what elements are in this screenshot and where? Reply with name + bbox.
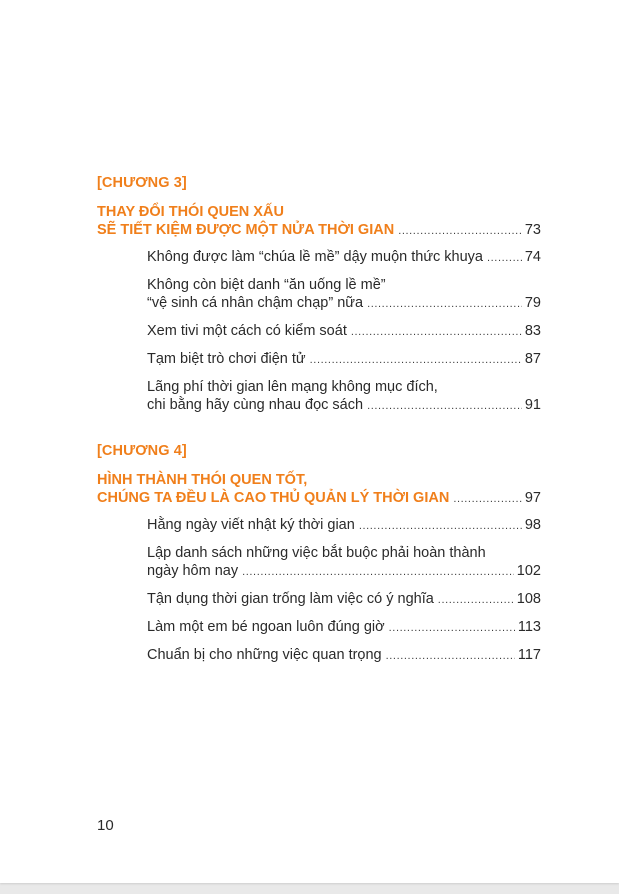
chapter-label: [CHƯƠNG 3] (97, 175, 187, 191)
page-ref: 113 (517, 619, 541, 635)
chapter-title-row[interactable] (97, 221, 541, 240)
toc-entry[interactable] (147, 248, 541, 267)
chapter-4-entries (147, 516, 541, 665)
page-number: 10 (97, 817, 114, 834)
dot-leader (310, 351, 522, 369)
dot-leader (389, 619, 515, 637)
chapter-title-line-1: THAY ĐỔI THÓI QUEN XẤU (97, 204, 284, 220)
dot-leader (438, 591, 514, 609)
chapter-title-line-2: SẼ TIẾT KIỆM ĐƯỢC MỘT NỬA THỜI GIAN (97, 222, 395, 238)
toc-entry[interactable] (147, 646, 541, 665)
page-ref: 73 (524, 222, 541, 238)
page-ref: 91 (524, 397, 541, 413)
dot-leader (487, 249, 522, 267)
toc-entry[interactable] (147, 322, 541, 341)
dot-leader (359, 517, 522, 535)
toc-entry[interactable] (147, 618, 541, 637)
page-ref: 108 (516, 591, 541, 607)
chapter-3-section (97, 174, 541, 424)
entry-title: chi bằng hãy cùng nhau đọc sách (147, 397, 364, 413)
entry-title: Xem tivi một cách có kiểm soát (147, 323, 347, 339)
dot-leader (351, 323, 522, 341)
entry-title: Hằng ngày viết nhật ký thời gian (147, 517, 355, 533)
dot-leader (398, 222, 522, 240)
toc-entry[interactable] (147, 378, 541, 415)
page-ref: 117 (517, 647, 541, 663)
dot-leader (453, 490, 522, 508)
entry-title: “vệ sinh cá nhân chậm chạp” nữa (147, 295, 364, 311)
chapter-title-row[interactable] (97, 489, 541, 508)
page-ref: 97 (524, 490, 541, 506)
page-ref: 74 (524, 249, 541, 265)
entry-title: Làm một em bé ngoan luôn đúng giờ (147, 619, 385, 635)
chapter-title-line-2: CHÚNG TA ĐỀU LÀ CAO THỦ QUẢN LÝ THỜI GIAN (97, 490, 450, 506)
entry-title: Chuẩn bị cho những việc quan trọng (147, 647, 382, 663)
dot-leader (367, 397, 522, 415)
entry-title: Không được làm “chúa lề mề” dậy muộn thức khuya (147, 249, 483, 265)
page-ref: 87 (524, 351, 541, 367)
toc-entry[interactable] (147, 350, 541, 369)
chapter-3-entries (147, 248, 541, 415)
entry-title: ngày hôm nay (147, 563, 239, 579)
dot-leader (386, 647, 515, 665)
chapter-title-line-1: HÌNH THÀNH THÓI QUEN TỐT, (97, 472, 308, 488)
page-ref: 79 (524, 295, 541, 311)
toc-entry[interactable] (147, 590, 541, 609)
page-ref: 102 (516, 563, 541, 579)
dot-leader (367, 295, 522, 313)
toc-entry[interactable] (147, 516, 541, 535)
chapter-label: [CHƯƠNG 4] (97, 443, 187, 459)
entry-title: Tạm biệt trò chơi điện tử (147, 351, 306, 367)
toc-entry[interactable] (147, 544, 541, 581)
chapter-4-section (97, 442, 541, 674)
dot-leader (242, 563, 514, 581)
page-ref: 98 (524, 517, 541, 533)
page-ref: 83 (524, 323, 541, 339)
entry-title-line: Lãng phí thời gian lên mạng không mục đích, (147, 379, 438, 395)
toc-entry[interactable] (147, 276, 541, 313)
entry-title-line: Lập danh sách những việc bắt buộc phải hoàn thành (147, 545, 486, 561)
entry-title: Tận dụng thời gian trống làm việc có ý nghĩa (147, 591, 434, 607)
entry-title-line: Không còn biệt danh “ăn uống lề mề” (147, 277, 386, 293)
